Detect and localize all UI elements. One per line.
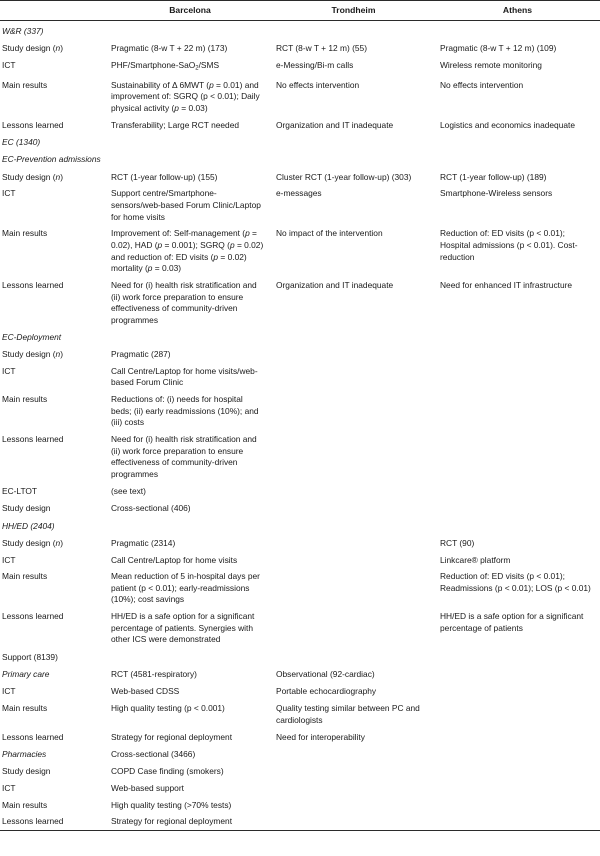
section-title: EC-Deployment [2, 331, 62, 342]
cell-trd [272, 392, 435, 432]
section-header-row [0, 746, 600, 764]
table-body [0, 21, 600, 831]
cell-bcn: Strategy for regional deployment [111, 816, 233, 827]
cell-bcn: Pragmatic (2314) [111, 537, 176, 548]
section-value-ath [435, 151, 600, 169]
cell-ath: Wireless remote monitoring [440, 59, 542, 70]
cell-ath: Reduction of: ED visits (p < 0.01); Hospital admissions (p < 0.01). Cost-reduction [440, 228, 578, 262]
row-label: Main results [2, 79, 48, 90]
section-value-bcn: (see text) [111, 486, 146, 497]
cell-ath [435, 501, 600, 518]
table-row [0, 814, 600, 831]
cell-ath [435, 392, 600, 432]
cell-ath [435, 780, 600, 797]
row-label: Study design [2, 503, 51, 514]
cell-trd: e-Messing/Bi-m calls [276, 59, 354, 70]
cell-ath: RCT (1-year follow-up) (189) [440, 171, 547, 182]
table-row [0, 684, 600, 701]
cell-trd: e-messages [276, 188, 322, 199]
cell-bcn: Web-based support [111, 782, 184, 793]
section-value-ath [435, 329, 600, 347]
table-row [0, 609, 600, 649]
cell-ath: Need for enhanced IT infrastructure [440, 279, 573, 290]
section-value-trd [272, 134, 435, 152]
section-value-trd [272, 483, 435, 501]
cell-bcn: Need for (i) health risk stratification and (ii) work force preparation to ensure effectiveness of community-driven programmes [111, 279, 257, 325]
row-label: Study design (n) [2, 171, 64, 182]
cell-ath: Pragmatic (8-w T + 12 m) (109) [440, 42, 557, 53]
cell-bcn: COPD Case finding (smokers) [111, 765, 224, 776]
cell-ath: Smartphone-Wireless sensors [440, 188, 553, 199]
section-header-row [0, 151, 600, 169]
cell-trd: No impact of the intervention [276, 228, 383, 239]
cell-bcn: High quality testing (p < 0.001) [111, 703, 225, 714]
cell-bcn: Improvement of: Self-management (p = 0.02), HAD (p = 0.001); SGRQ (p = 0.02) and reduction of: ED visits (p = 0.02) mortality (p = 0.03) [111, 228, 264, 274]
section-title: Pharmacies [2, 748, 47, 759]
table-row [0, 552, 600, 569]
cell-trd: Quality testing similar between PC and cardiologists [276, 703, 420, 725]
header-row [0, 1, 600, 21]
row-label: Main results [2, 394, 48, 405]
row-label: ICT [2, 365, 16, 376]
cell-bcn: Support centre/Smartphone-sensors/web-based Forum Clinic/Laptop for home visits [111, 188, 261, 222]
section-value-bcn [108, 151, 272, 169]
cell-ath [435, 814, 600, 831]
section-value-ath [435, 649, 600, 667]
table-row [0, 432, 600, 484]
cell-bcn: PHF/Smartphone-SaO$_2$/SMS [111, 59, 220, 71]
table-row [0, 535, 600, 552]
bottom-rule [0, 831, 600, 832]
table-row [0, 780, 600, 797]
section-header-row [0, 483, 600, 501]
table-row [0, 363, 600, 391]
table-row [0, 569, 600, 609]
cell-trd: Need for interoperability [276, 731, 365, 742]
row-label: Main results [2, 228, 48, 239]
cell-ath: Linkcare® platform [440, 554, 511, 565]
row-label: Study design (n) [2, 42, 64, 53]
section-value-bcn [108, 518, 272, 536]
section-value-ath [435, 518, 600, 536]
cell-bcn: High quality testing (>70% tests) [111, 799, 232, 810]
row-label: Main results [2, 799, 48, 810]
row-label: Lessons learned [2, 731, 64, 742]
cell-ath: Logistics and economics inadequate [440, 119, 576, 130]
section-value-trd [272, 151, 435, 169]
section-value-bcn [108, 329, 272, 347]
cell-bcn: Sustainability of Δ 6MWT (p = 0.01) and improvement of: SGRQ (p < 0.01); Daily physical activity (p = 0.03) [111, 79, 260, 113]
cell-ath [435, 797, 600, 814]
cell-bcn: Pragmatic (287) [111, 349, 171, 360]
cell-trd [272, 552, 435, 569]
cell-trd: Cluster RCT (1-year follow-up) (303) [276, 171, 412, 182]
row-label: Study design (n) [2, 537, 64, 548]
cell-ath: Reduction of: ED visits (p < 0.01); Readmissions (p < 0.01); LOS (p < 0.01) [440, 571, 591, 593]
section-header-row [0, 329, 600, 347]
section-value-bcn [108, 649, 272, 667]
row-label: Lessons learned [2, 279, 64, 290]
section-value-trd [272, 649, 435, 667]
section-value-ath [435, 21, 600, 41]
section-value-trd [272, 329, 435, 347]
cell-ath [435, 763, 600, 780]
cell-bcn: RCT (1-year follow-up) (155) [111, 171, 218, 182]
table-row [0, 40, 600, 57]
table-row [0, 169, 600, 186]
cell-trd [272, 780, 435, 797]
row-label: Main results [2, 703, 48, 714]
table-row [0, 226, 600, 278]
row-label: Study design (n) [2, 349, 64, 360]
cell-trd [272, 346, 435, 363]
section-value-trd: Observational (92-cardiac) [276, 669, 375, 680]
cell-ath: HH/ED is a safe option for a significant percentage of patients [440, 611, 584, 633]
cell-bcn: Reductions of: (i) needs for hospital beds; (ii) early readmissions (10%); and (iii) costs [111, 394, 259, 428]
cell-ath [435, 346, 600, 363]
cell-bcn: Call Centre/Laptop for home visits/web-based Forum Clinic [111, 365, 258, 388]
row-label: ICT [2, 59, 16, 70]
section-header-row [0, 518, 600, 536]
section-value-ath [435, 134, 600, 152]
section-title: EC-LTOT [2, 486, 38, 497]
section-header-row [0, 649, 600, 667]
section-value-bcn: Cross-sectional (3466) [111, 748, 196, 759]
section-title: EC-Prevention admissions [2, 154, 101, 165]
column-header-athens: Athens [435, 1, 600, 21]
column-header-barcelona: Barcelona [108, 1, 272, 21]
section-value-trd [272, 746, 435, 764]
table-row [0, 797, 600, 814]
section-value-bcn: RCT (4581-respiratory) [111, 669, 197, 680]
table-row [0, 763, 600, 780]
section-value-trd [272, 21, 435, 41]
table-row [0, 77, 600, 117]
cell-bcn: Strategy for regional deployment [111, 731, 233, 742]
table-row [0, 277, 600, 329]
cell-trd [272, 763, 435, 780]
table-header [0, 1, 600, 21]
cell-ath: RCT (90) [440, 537, 475, 548]
section-header-row [0, 134, 600, 152]
row-label: Lessons learned [2, 434, 64, 445]
row-label: Main results [2, 571, 48, 582]
cell-trd: RCT (8-w T + 12 m) (55) [276, 42, 367, 53]
cell-trd [272, 535, 435, 552]
row-label: ICT [2, 782, 16, 793]
section-value-bcn [108, 134, 272, 152]
cell-ath [435, 363, 600, 391]
section-value-ath [435, 483, 600, 501]
cell-trd [272, 797, 435, 814]
cell-trd: Portable echocardiography [276, 686, 377, 697]
column-header-trondheim: Trondheim [272, 1, 435, 21]
row-label: ICT [2, 686, 16, 697]
table-row [0, 392, 600, 432]
cell-bcn: Pragmatic (8-w T + 22 m) (173) [111, 42, 228, 53]
section-title: HH/ED (2404) [2, 520, 55, 531]
cell-trd [272, 432, 435, 484]
table-row [0, 57, 600, 77]
row-label: ICT [2, 188, 16, 199]
section-title: Support (8139) [2, 651, 58, 662]
table-row [0, 117, 600, 134]
table-row [0, 501, 600, 518]
cell-ath [435, 729, 600, 746]
cell-trd: No effects intervention [276, 79, 360, 90]
section-value-bcn [108, 21, 272, 41]
cell-bcn: Web-based CDSS [111, 686, 180, 697]
table-row [0, 701, 600, 729]
column-header-label [0, 1, 108, 21]
cell-bcn: Need for (i) health risk stratification and (ii) work force preparation to ensure effectiveness of community-driven programmes [111, 434, 257, 479]
cell-ath [435, 684, 600, 701]
cell-trd [272, 814, 435, 831]
section-value-trd [272, 518, 435, 536]
cell-ath [435, 701, 600, 729]
cell-trd: Organization and IT inadequate [276, 119, 394, 130]
row-label: ICT [2, 554, 16, 565]
row-label: Lessons learned [2, 611, 64, 622]
section-header-row [0, 666, 600, 684]
cell-bcn: Transferability; Large RCT needed [111, 119, 240, 130]
cell-ath: No effects intervention [440, 79, 524, 90]
cell-ath [435, 432, 600, 484]
cell-trd [272, 363, 435, 391]
cell-trd [272, 569, 435, 609]
table-footer-rule [0, 831, 600, 832]
row-label: Lessons learned [2, 816, 64, 827]
bottom-rule-row [0, 831, 600, 832]
section-title: EC (1340) [2, 136, 41, 147]
table-row [0, 186, 600, 226]
cell-trd [272, 501, 435, 518]
cell-trd: Organization and IT inadequate [276, 279, 394, 290]
table-row [0, 346, 600, 363]
cell-bcn: Call Centre/Laptop for home visits [111, 554, 238, 565]
cell-bcn: Mean reduction of 5 in-hospital days per patient (p < 0.01); early-readmissions (10%); cost savings [111, 571, 260, 605]
section-title: Primary care [2, 669, 50, 680]
section-title: W&R (337) [2, 25, 44, 36]
section-header-row [0, 21, 600, 41]
cell-trd [272, 609, 435, 649]
section-value-ath [435, 746, 600, 764]
row-label: Study design [2, 765, 51, 776]
cell-bcn: HH/ED is a safe option for a significant percentage of patients. Synergies with other ICS were demonstrated [111, 611, 255, 645]
section-value-ath [435, 666, 600, 684]
row-label: Lessons learned [2, 119, 64, 130]
cell-bcn: Cross-sectional (406) [111, 503, 191, 514]
table-row [0, 729, 600, 746]
